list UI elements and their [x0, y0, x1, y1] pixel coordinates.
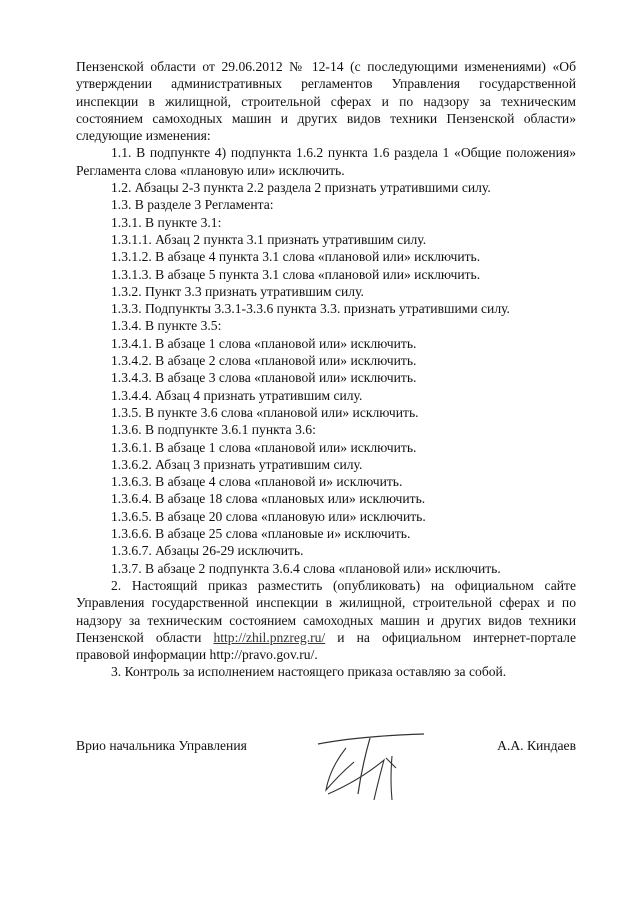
item-2-tail-text: и на официальном интернет-портале правовой информации http://pravo.gov.ru/. — [76, 629, 576, 663]
amendment-line: 1.3.6.3. В абзаце 4 слова «плановой и» исключить. — [111, 474, 403, 490]
amendment-line: 1.3.7. В абзаце 2 подпункта 3.6.4 слова «плановой или» исключить. — [111, 560, 501, 576]
amendment-line: 1.3.5. В пункте 3.6 слова «плановой или» исключить. — [111, 404, 419, 420]
amendment-line: 1.3.1.2. В абзаце 4 пункта 3.1 слова «плановой или» исключить. — [111, 249, 481, 265]
amendment-line: 1.3.4.2. В абзаце 2 слова «плановой или» исключить. — [111, 353, 417, 369]
document-body — [76, 58, 576, 681]
amendment-line: 1.3.2. Пункт 3.3 признать утратившим силу. — [111, 283, 364, 299]
item-1-1-paragraph: 1.1. В подпункте 4) подпункта 1.6.2 пункта 1.6 раздела 1 «Общие положения» Регламента слова «плановую или» исключить. — [76, 145, 576, 178]
amendment-line: 1.3.6.4. В абзаце 18 слова «плановых или» исключить. — [111, 491, 426, 507]
amendment-line: 1.3.4.4. Абзац 4 признать утратившим силу. — [111, 387, 363, 403]
amendment-line: 1.3.6.6. В абзаце 25 слова «плановые и» исключить. — [111, 526, 411, 542]
item-3-paragraph: 3. Контроль за исполнением настоящего приказа оставляю за собой. — [111, 664, 507, 680]
item-2-paragraph — [76, 577, 576, 663]
amendment-line: 1.3.6. В подпункте 3.6.1 пункта 3.6: — [111, 422, 316, 438]
amendment-line: 1.3.3. Подпункты 3.3.1-3.3.6 пункта 3.3. признать утратившими силу. — [111, 301, 510, 317]
item-2-text: 2. Настоящий приказ разместить (опубликовать) на официальном сайте Управления государственной инспекции в жилищной, строительной сферах и по надзору за техническим состоянием самоходных машин и других видов техники Пензенской области — [76, 577, 576, 645]
amendment-line: 1.3.6.7. Абзацы 26-29 исключить. — [111, 543, 304, 559]
signer-name: А.А. Киндаев — [497, 738, 576, 753]
amendment-line: 1.3.4.1. В абзаце 1 слова «плановой или» исключить. — [111, 335, 417, 351]
amendment-line: 1.3.4.3. В абзаце 3 слова «плановой или» исключить. — [111, 370, 417, 386]
amendment-line: 1.3.1. В пункте 3.1: — [111, 214, 222, 230]
intro-paragraph: Пензенской области от 29.06.2012 № 12-14 (с последующими изменениями) «Об утверждении административных регламентов Управления государственной инспекции в жилищной, строительной сферах и по надзору за техническим состоянием самоходных машин и других видов техники Пензенской области» следующие изменения: — [76, 59, 576, 144]
signer-position: Врио начальника Управления — [76, 738, 247, 753]
amendment-line: 1.3.6.1. В абзаце 1 слова «плановой или» исключить. — [111, 439, 417, 455]
amendment-line: 1.3.1.3. В абзаце 5 пункта 3.1 слова «плановой или» исключить. — [111, 266, 481, 282]
amendment-line: 1.3.1.1. Абзац 2 пункта 3.1 признать утратившим силу. — [111, 231, 427, 247]
amendment-line: 1.3.6.5. В абзаце 20 слова «плановую или» исключить. — [111, 508, 426, 524]
amendment-line: 1.3.4. В пункте 3.5: — [111, 318, 222, 334]
site-link[interactable]: http://zhil.pnzreg.ru/ — [213, 629, 326, 645]
amendment-line: 1.3. В разделе 3 Регламента: — [111, 197, 274, 213]
handwritten-signature — [300, 714, 440, 814]
amendment-line: 1.2. Абзацы 2-3 пункта 2.2 раздела 2 признать утратившими силу. — [111, 180, 491, 196]
amendment-line: 1.3.6.2. Абзац 3 признать утратившим силу. — [111, 456, 363, 472]
amendment-lines — [76, 179, 576, 577]
